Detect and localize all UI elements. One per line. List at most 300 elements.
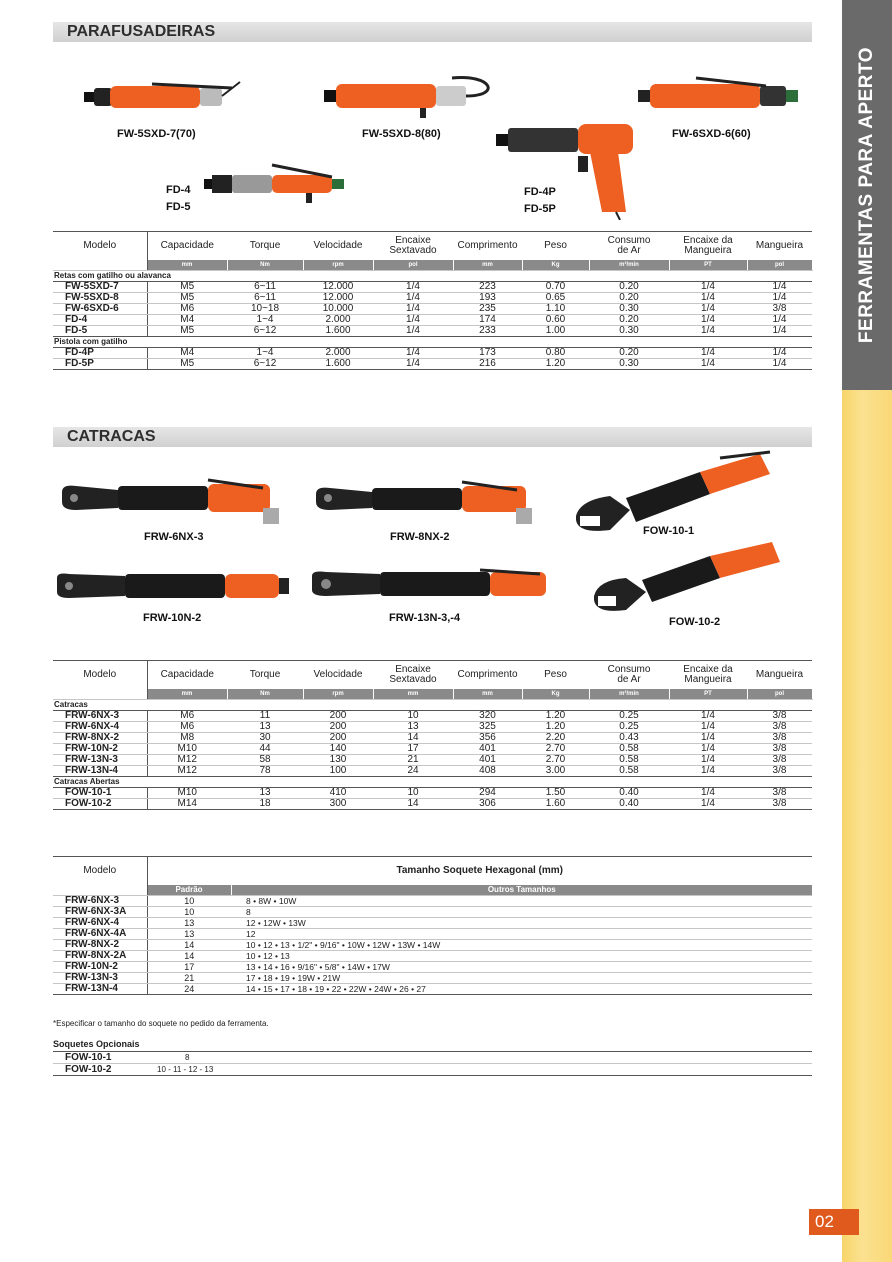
value-cell: 1.600 [303,359,373,370]
value-cell: 1/4 [669,304,747,315]
table-row [53,733,812,744]
model-cell: FRW-8NX-2 [53,940,147,951]
model-cell: FRW-13N-3 [53,973,147,984]
value-cell: 12.000 [303,282,373,293]
caption-fw-5sxd-7: FW-5SXD-7(70) [117,128,196,140]
header-outros-tamanhos: Outros Tamanhos [231,885,812,896]
value-cell: 1/4 [373,359,453,370]
value-cell: 3/8 [747,722,812,733]
value-cell: 0.20 [589,315,669,326]
value-cell: M4 [147,315,227,326]
value-cell: 24 [373,766,453,777]
header-tamanho-soquete: Tamanho Soquete Hexagonal (mm) [147,857,812,885]
value-cell: 78 [227,766,303,777]
model-cell: FRW-6NX-3 [53,711,147,722]
value-cell: 408 [453,766,522,777]
value-cell: 401 [453,755,522,766]
header-peso: Peso [522,232,589,260]
value-cell: 1/4 [669,744,747,755]
header-consumo-ar [589,232,669,260]
units-row [53,260,812,271]
units-cell [53,885,147,896]
header-line: Mangueira [684,673,732,685]
value-cell: 1/4 [747,282,812,293]
value-cell: 6~12 [227,359,303,370]
value-cell: 2.20 [522,733,589,744]
value-cell: 0.20 [589,293,669,304]
header-encaixe-sextavado [373,232,453,260]
model-cell: FRW-6NX-4 [53,722,147,733]
model-cell: FRW-10N-2 [53,744,147,755]
units-cell [53,689,147,700]
unit-label: mm [373,689,453,700]
value-cell: 0.60 [522,315,589,326]
padrao-cell: 13 [147,929,231,940]
caption-fd-5: FD-5 [166,201,191,213]
unit-label: PT [669,689,747,700]
value-cell: M6 [147,722,227,733]
outros-cell: 10 • 12 • 13 • 1/2" • 9/16" • 10W • 12W • 13W • 14W [231,940,812,951]
units-row [53,885,812,896]
value-cell: M6 [147,711,227,722]
value-cell: 10.000 [303,304,373,315]
model-cell: FW-5SXD-8 [53,293,147,304]
value-cell: 320 [453,711,522,722]
value-cell: 1.20 [522,711,589,722]
value-cell: M8 [147,733,227,744]
unit-label: mm [147,260,227,271]
value-cell: 1/4 [669,315,747,326]
value-cell: 21 [373,755,453,766]
caption-fd-5p: FD-5P [524,203,556,215]
section-title: PARAFUSADEIRAS [67,23,216,40]
value-cell: 3/8 [747,304,812,315]
value-cell: 0.30 [589,359,669,370]
header-encaixe-mangueira [669,661,747,689]
value-cell: 0.58 [589,766,669,777]
value-cell: 1/4 [669,733,747,744]
value-cell: 1.00 [522,326,589,337]
model-cell: FRW-13N-4 [53,984,147,995]
value-cell: 410 [303,788,373,799]
model-cell: FD-4 [53,315,147,326]
header-consumo-ar [589,661,669,689]
spec-table-parafusadeiras [53,231,813,370]
value-cell: 44 [227,744,303,755]
header-torque: Torque [227,232,303,260]
value-cell: 1/4 [669,722,747,733]
value-cell: M12 [147,755,227,766]
tool-image-frw-6nx-3 [58,474,288,526]
value-cell: M10 [147,788,227,799]
value-cell: 18 [227,799,303,810]
padrao-cell: 17 [147,962,231,973]
footnote: *Especificar o tamanho do soquete no pedido da ferramenta. [53,1019,269,1028]
group-row [53,271,812,282]
value-cell: 294 [453,788,522,799]
caption-fd-4p: FD-4P [524,186,556,198]
model-cell: FRW-13N-3 [53,755,147,766]
model-cell: FW-5SXD-7 [53,282,147,293]
value-cell: 1/4 [373,304,453,315]
tool-image-fw-6sxd-6 [636,74,801,118]
value-cell: 10~18 [227,304,303,315]
value-cell: 130 [303,755,373,766]
value-cell: 3.00 [522,766,589,777]
value-cell: M5 [147,326,227,337]
value-cell: 0.25 [589,711,669,722]
header-peso: Peso [522,661,589,689]
caption-frw-6nx-3: FRW-6NX-3 [144,531,204,543]
unit-label: m³/min [589,260,669,271]
value-cell: 1/4 [747,326,812,337]
group-label: Catracas [53,700,812,711]
header-torque: Torque [227,661,303,689]
table-row [53,799,812,810]
optional-sockets-table [53,1051,812,1076]
value-cell: 233 [453,326,522,337]
sidebar-yellow-panel [842,390,892,1262]
table-row [53,744,812,755]
value-cell: 1/4 [669,348,747,359]
model-cell: FRW-13N-4 [53,766,147,777]
header-line: Consumo [607,663,651,675]
table-row [53,348,812,359]
header-line: Consumo [607,234,651,246]
outros-cell: 8 [231,907,812,918]
value-cell: 6~11 [227,293,303,304]
value-cell: 3/8 [747,744,812,755]
value-cell: 200 [303,733,373,744]
value-cell: M6 [147,304,227,315]
padrao-cell: 10 [147,907,231,918]
tool-image-frw-8nx-2 [312,476,540,526]
value-cell: 401 [453,744,522,755]
unit-label: mm [147,689,227,700]
unit-label: rpm [303,260,373,271]
unit-label: Nm [227,260,303,271]
tool-image-frw-13n [310,566,550,602]
value-cell: 1/4 [669,766,747,777]
header-line: de Ar [617,673,641,685]
value-cell: 1/4 [747,315,812,326]
outros-cell: 14 • 15 • 17 • 18 • 19 • 22 • 22W • 24W • 26 • 27 [231,984,812,995]
header-line: Encaixe [395,663,431,675]
value-cell: 1/4 [669,755,747,766]
header-comprimento: Comprimento [453,661,522,689]
value-cell: 140 [303,744,373,755]
group-row [53,700,812,711]
value-cell: 6~11 [227,282,303,293]
table-row [53,1052,812,1064]
value-cell: 0.25 [589,722,669,733]
value-cell: 1.600 [303,326,373,337]
value-cell: 223 [453,282,522,293]
socket-size-table [53,856,812,995]
header-padrao: Padrão [147,885,231,896]
units-row [53,689,812,700]
value-cell: 2.000 [303,348,373,359]
table-row [53,984,812,995]
header-line: Encaixe da [683,663,733,675]
section-header-catracas [53,427,812,447]
table-row [53,1064,812,1076]
table-row [53,722,812,733]
unit-label: Kg [522,260,589,271]
model-cell: FD-5 [53,326,147,337]
value-cell: 0.40 [589,799,669,810]
value-cell: 174 [453,315,522,326]
table-row [53,766,812,777]
model-cell: FD-4P [53,348,147,359]
value-cell: 0.80 [522,348,589,359]
model-cell: FRW-10N-2 [53,962,147,973]
value-cell: 2.70 [522,755,589,766]
value-cell: 1/4 [669,326,747,337]
header-mangueira: Mangueira [747,661,812,689]
table-header-row [53,232,812,260]
table-row [53,929,812,940]
header-capacidade: Capacidade [147,232,227,260]
caption-fw-5sxd-8: FW-5SXD-8(80) [362,128,441,140]
value-cell: 0.58 [589,744,669,755]
socket-sizes-cell: 8 [153,1052,812,1064]
value-cell: 58 [227,755,303,766]
value-cell: 14 [373,733,453,744]
model-cell: FD-5P [53,359,147,370]
socket-sizes-cell: 10 - 11 - 12 - 13 [153,1064,812,1076]
value-cell: 30 [227,733,303,744]
unit-label: Nm [227,689,303,700]
table-row [53,293,812,304]
padrao-cell: 24 [147,984,231,995]
value-cell: 13 [373,722,453,733]
model-cell: FOW-10-2 [53,799,147,810]
value-cell: 200 [303,711,373,722]
value-cell: 12.000 [303,293,373,304]
value-cell: 1/4 [669,359,747,370]
model-cell: FOW-10-1 [53,788,147,799]
padrao-cell: 14 [147,940,231,951]
value-cell: 306 [453,799,522,810]
table-row [53,951,812,962]
units-cell [53,260,147,271]
section-title: CATRACAS [67,428,156,445]
header-comprimento: Comprimento [453,232,522,260]
value-cell: 1/4 [747,348,812,359]
value-cell: 6~12 [227,326,303,337]
value-cell: M12 [147,766,227,777]
value-cell: 1.10 [522,304,589,315]
unit-label: rpm [303,689,373,700]
value-cell: 13 [227,722,303,733]
value-cell: 1/4 [747,359,812,370]
outros-cell: 10 • 12 • 13 [231,951,812,962]
table-row [53,788,812,799]
table-row [53,282,812,293]
table-row [53,907,812,918]
header-velocidade: Velocidade [303,232,373,260]
unit-label: pol [373,260,453,271]
page-number: 02 [809,1209,859,1235]
value-cell: 1.20 [522,359,589,370]
model-cell: FRW-6NX-4 [53,918,147,929]
group-label: Retas com gatilho ou alavanca [53,271,812,282]
header-line: Encaixe da [683,234,733,246]
tool-image-fd-4p-fd-5p [494,116,639,220]
value-cell: M5 [147,282,227,293]
model-cell: FOW-10-2 [53,1064,153,1076]
unit-label: pol [747,260,812,271]
caption-fow-10-2: FOW-10-2 [669,616,721,628]
value-cell: 3/8 [747,766,812,777]
value-cell: 356 [453,733,522,744]
optional-sockets-title: Soquetes Opcionais [53,1039,140,1049]
value-cell: 325 [453,722,522,733]
group-row [53,337,812,348]
value-cell: 1/4 [669,788,747,799]
value-cell: 2.000 [303,315,373,326]
value-cell: 1/4 [373,348,453,359]
value-cell: 0.58 [589,755,669,766]
value-cell: 1.20 [522,722,589,733]
value-cell: 1/4 [669,799,747,810]
value-cell: M4 [147,348,227,359]
model-cell: FRW-6NX-3A [53,907,147,918]
padrao-cell: 10 [147,896,231,907]
padrao-cell: 21 [147,973,231,984]
value-cell: 1/4 [373,326,453,337]
value-cell: 11 [227,711,303,722]
header-line: Sextavado [389,673,437,685]
table-row [53,918,812,929]
caption-frw-8nx-2: FRW-8NX-2 [390,531,450,543]
caption-frw-10n-2: FRW-10N-2 [143,612,202,624]
value-cell: 1~4 [227,315,303,326]
value-cell: 1.50 [522,788,589,799]
outros-cell: 12 [231,929,812,940]
tool-image-fw-5sxd-8 [322,74,497,118]
value-cell: 1/4 [669,293,747,304]
group-label: Pistola com gatilho [53,337,812,348]
value-cell: 14 [373,799,453,810]
table-row [53,755,812,766]
table-row [53,326,812,337]
unit-label: m³/min [589,689,669,700]
caption-fw-6sxd-6: FW-6SXD-6(60) [672,128,751,140]
value-cell: 17 [373,744,453,755]
model-cell: FRW-8NX-2A [53,951,147,962]
value-cell: 0.30 [589,326,669,337]
table-header-row [53,661,812,689]
unit-label: pol [747,689,812,700]
value-cell: 200 [303,722,373,733]
model-cell: FRW-6NX-3 [53,896,147,907]
header-modelo: Modelo [53,857,147,885]
model-cell: FOW-10-1 [53,1052,153,1064]
group-label: Catracas Abertas [53,777,812,788]
value-cell: 1/4 [747,293,812,304]
value-cell: 3/8 [747,755,812,766]
header-encaixe-mangueira [669,232,747,260]
value-cell: 10 [373,711,453,722]
value-cell: 0.30 [589,304,669,315]
model-cell: FW-6SXD-6 [53,304,147,315]
header-line: de Ar [617,244,641,256]
table-row [53,315,812,326]
value-cell: 1.60 [522,799,589,810]
value-cell: 216 [453,359,522,370]
header-modelo: Modelo [53,232,147,260]
table-row [53,962,812,973]
value-cell: 3/8 [747,788,812,799]
table-row [53,304,812,315]
table-header-row [53,857,812,885]
group-row [53,777,812,788]
tool-image-fw-5sxd-7 [82,78,242,118]
value-cell: 0.65 [522,293,589,304]
header-velocidade: Velocidade [303,661,373,689]
value-cell: 173 [453,348,522,359]
value-cell: 300 [303,799,373,810]
section-header-parafusadeiras [53,22,812,42]
value-cell: 0.40 [589,788,669,799]
value-cell: M5 [147,293,227,304]
spec-table-catracas [53,660,813,810]
value-cell: 3/8 [747,733,812,744]
outros-cell: 8 • 8W • 10W [231,896,812,907]
outros-cell: 17 • 18 • 19 • 19W • 21W [231,973,812,984]
caption-fow-10-1: FOW-10-1 [643,525,695,537]
table-row [53,711,812,722]
value-cell: 10 [373,788,453,799]
unit-label: PT [669,260,747,271]
value-cell: 100 [303,766,373,777]
header-mangueira: Mangueira [747,232,812,260]
value-cell: 0.20 [589,348,669,359]
header-line: Encaixe [395,234,431,246]
caption-fd-4: FD-4 [166,184,191,196]
unit-label: mm [453,689,522,700]
tool-image-fd-4-fd-5 [202,157,352,205]
value-cell: 1/4 [373,282,453,293]
value-cell: M10 [147,744,227,755]
tool-image-frw-10n-2 [55,568,290,604]
table-row [53,896,812,907]
padrao-cell: 14 [147,951,231,962]
sidebar-title: FERRAMENTAS PARA APERTO [856,46,878,344]
value-cell: 0.43 [589,733,669,744]
header-encaixe-sextavado [373,661,453,689]
caption-frw-13n: FRW-13N-3,-4 [389,612,461,624]
header-modelo: Modelo [53,661,147,689]
table-row [53,359,812,370]
value-cell: 3/8 [747,799,812,810]
value-cell: 1~4 [227,348,303,359]
value-cell: 0.70 [522,282,589,293]
table-row [53,973,812,984]
value-cell: 1/4 [373,293,453,304]
value-cell: 13 [227,788,303,799]
value-cell: 0.20 [589,282,669,293]
header-capacidade: Capacidade [147,661,227,689]
padrao-cell: 13 [147,918,231,929]
value-cell: 1/4 [669,711,747,722]
unit-label: mm [453,260,522,271]
value-cell: 1/4 [373,315,453,326]
value-cell: 1/4 [669,282,747,293]
tool-image-fow-10-2 [590,540,790,618]
